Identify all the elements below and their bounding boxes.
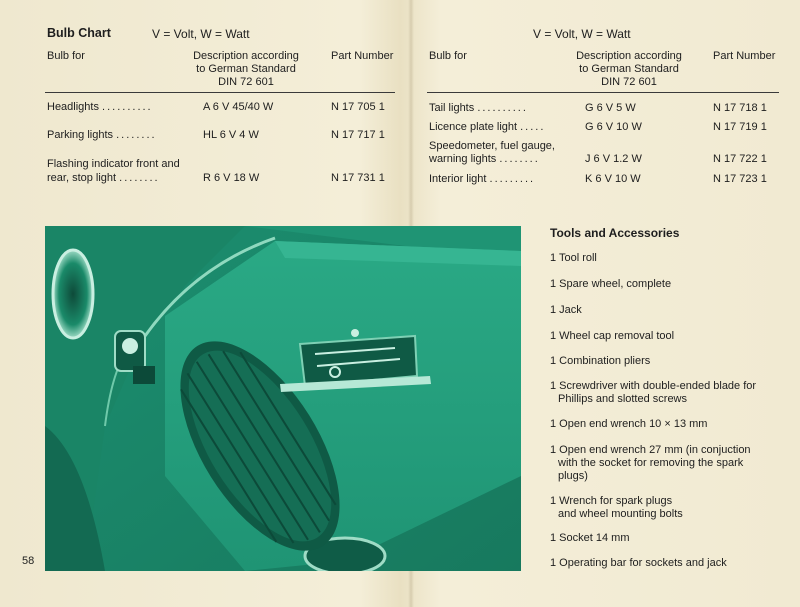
header-part-left: Part Number <box>331 50 394 62</box>
bulb-chart-title: Bulb Chart <box>47 26 111 40</box>
tool-item-screwdriver-line1: 1 Screwdriver with double-ended blade for <box>550 380 757 392</box>
tool-item-spark-wrench-line2: and wheel mounting bolts <box>558 508 683 520</box>
row-parking-lights-desc: HL 6 V 4 W <box>203 129 259 141</box>
tool-item-tool-roll: 1 Tool roll <box>550 252 597 264</box>
header-desc-right-3: DIN 72 601 <box>601 76 657 88</box>
tool-item-operating-bar: 1 Operating bar for sockets and jack <box>550 557 727 569</box>
bulb-chart-legend-left: V = Volt, W = Watt <box>152 27 250 41</box>
header-desc-right-2: to German Standard <box>579 63 679 75</box>
row-licence-plate-desc: G 6 V 10 W <box>585 121 642 133</box>
row-headlights-desc: A 6 V 45/40 W <box>203 101 274 113</box>
row-speedometer-desc: J 6 V 1.2 W <box>585 153 642 165</box>
tool-item-wrench-10x13: 1 Open end wrench 10 × 13 mm <box>550 418 708 430</box>
row-speedometer-line2: warning lights ........ <box>429 153 540 165</box>
bulb-chart-legend-right: V = Volt, W = Watt <box>533 27 631 41</box>
tool-item-wrench-27-line2: with the socket for removing the spark <box>558 457 744 469</box>
header-part-right: Part Number <box>713 50 776 62</box>
tool-item-socket: 1 Socket 14 mm <box>550 532 630 544</box>
tool-item-spare-wheel: 1 Spare wheel, complete <box>550 278 672 290</box>
row-flashing-indicator-desc: R 6 V 18 W <box>203 172 260 184</box>
header-bulb-for-left: Bulb for <box>47 50 85 62</box>
header-bulb-for-right: Bulb for <box>429 50 467 62</box>
tool-item-screwdriver-line2: Phillips and slotted screws <box>558 393 688 405</box>
row-tail-lights-part: N 17 718 1 <box>713 102 767 114</box>
header-desc-left-3: DIN 72 601 <box>218 76 274 88</box>
row-parking-lights: Parking lights ........ <box>47 129 157 141</box>
row-interior-light-desc: K 6 V 10 W <box>585 173 641 185</box>
row-headlights: Headlights .......... <box>47 101 153 113</box>
tool-item-wrench-27-line3: plugs) <box>558 470 588 482</box>
tools-title: Tools and Accessories <box>550 226 680 240</box>
row-tail-lights: Tail lights .......... <box>429 102 528 114</box>
tool-item-wheel-cap: 1 Wheel cap removal tool <box>550 330 675 342</box>
row-speedometer-part: N 17 722 1 <box>713 153 767 165</box>
tool-item-wrench-27-line1: 1 Open end wrench 27 mm (in conjuction <box>550 444 751 456</box>
tool-item-spark-wrench-line1: 1 Wrench for spark plugs <box>550 495 673 507</box>
row-parking-lights-part: N 17 717 1 <box>331 129 385 141</box>
row-licence-plate: Licence plate light ..... <box>429 121 546 133</box>
row-headlights-part: N 17 705 1 <box>331 101 385 113</box>
header-desc-left-1: Description according <box>193 50 299 62</box>
tool-item-pliers: 1 Combination pliers <box>550 355 651 367</box>
header-desc-left-2: to German Standard <box>196 63 296 75</box>
row-licence-plate-part: N 17 719 1 <box>713 121 767 133</box>
header-rule-right <box>427 92 779 93</box>
page-number: 58 <box>22 555 35 567</box>
row-interior-light: Interior light ......... <box>429 173 536 185</box>
row-flashing-indicator-line1: Flashing indicator front and <box>47 158 180 170</box>
row-flashing-indicator-line2: rear, stop light ........ <box>47 172 160 184</box>
tool-item-jack: 1 Jack <box>550 304 582 316</box>
row-interior-light-part: N 17 723 1 <box>713 173 767 185</box>
header-rule-left <box>45 92 395 93</box>
header-desc-right-1: Description according <box>576 50 682 62</box>
trunk-photo <box>45 226 521 571</box>
row-speedometer-line1: Speedometer, fuel gauge, <box>429 140 555 152</box>
row-flashing-indicator-part: N 17 731 1 <box>331 172 385 184</box>
row-tail-lights-desc: G 6 V 5 W <box>585 102 636 114</box>
